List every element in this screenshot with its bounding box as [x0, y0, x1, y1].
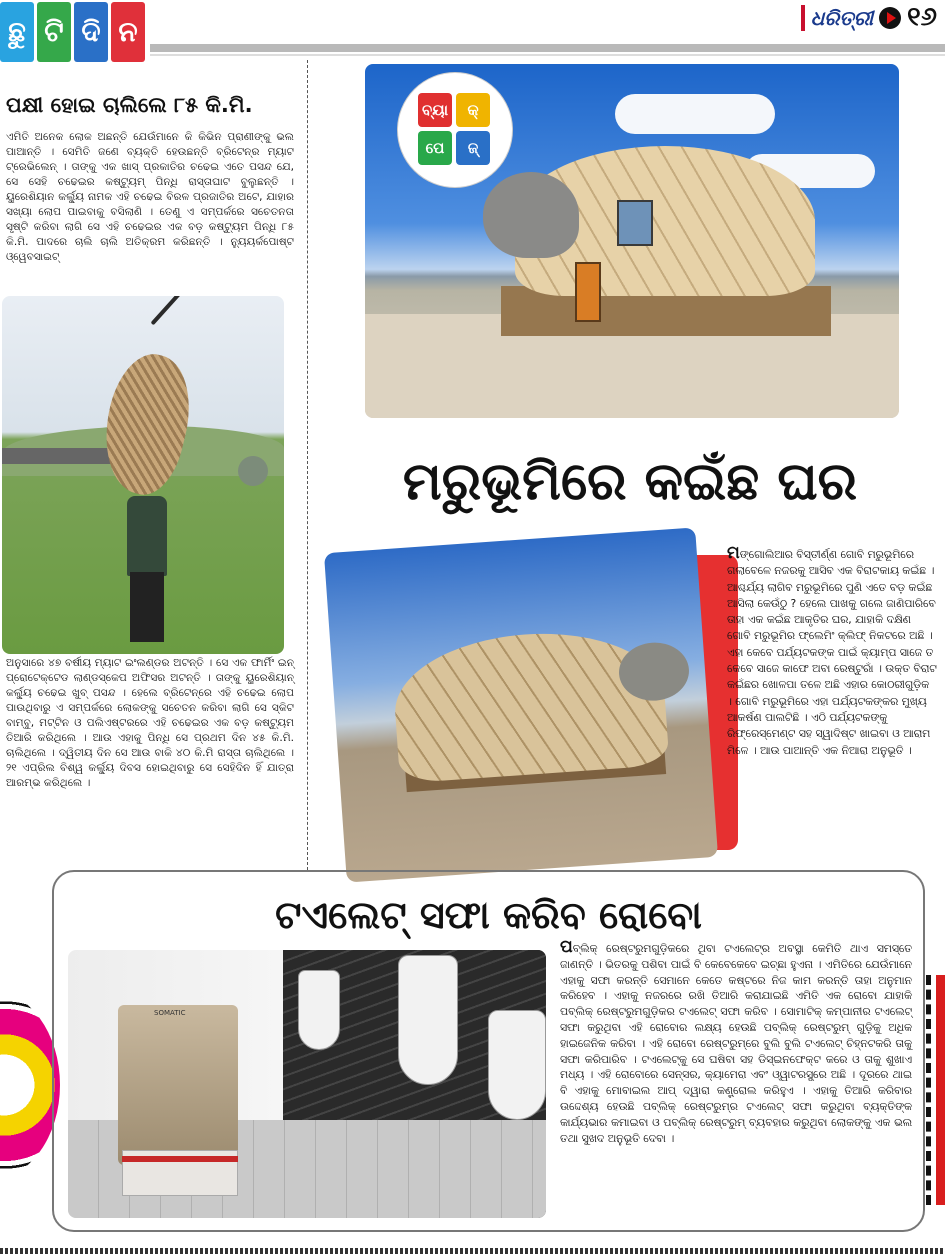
- feature-body: [727, 545, 937, 759]
- bird-story-paragraph-1: ଏମିତି ଅନେକ ଲୋକ ଅଛନ୍ତି ଯେଉଁମାନେ କି କିଭିନ ପ୍ରାଣୀଙ୍କୁ ଭଲ ପାଆନ୍ତି । ସେମିତି ଜଣେ ବ୍ୟକ୍ତି ହେଉଛନ୍ତି ବ୍ରିଟେନ୍‌ର ମ୍ୟାଟ ଟ୍ରେଭିଲେନ୍ । ତାଙ୍କୁ ଏକ ଖାସ୍ ପ୍ରକାତିର ଚଢେଇ ଏତେ ପସନ୍ଦ ଯେ, ସେ ସେହି ଚଢେଇର କଷ୍ଟ୍ୟୁମ୍ ପିନ୍ଧି ରାସ୍ତାଘାଟ ବୁଲୁଛନ୍ତି । ୟୁରେଶିୟାନ କର୍ଲ୍ୟୁ ନାମକ ଏହି ଚଢେଇ ବିରଳ ପ୍ରଜାତିର ଅଟେ, ଯାହାର ସଖ୍ୟା ଲୋପ ପାଇବାକୁ ବସିଲାଣି । ତେଣୁ ଏ ସମ୍ପର୍କରେ ସଚେତନତା ସୃଷ୍ଟି କରିବା ଲାଗି ସେ ଏହି ଚଢେଇର ଏକ ବଡ଼ କଷ୍ଟ୍ୟୁମ ପିନ୍ଧି ୮୫ କି.ମି. ପାଦରେ ଚାଲି ଚାଲି ଅତିକ୍ରମ କରିଛନ୍ତି । ନ୍ୟୁୟର୍କପୋଷ୍ଟ ଓ୍ୱେବସାଇଟ୍: [6, 131, 294, 263]
- turtle-shell-shape: [390, 625, 669, 783]
- brand-bar: [801, 5, 805, 31]
- person-legs-shape: [130, 572, 164, 642]
- stone-wall-shape: [2, 448, 122, 464]
- curlew-beak-shape: [151, 296, 194, 325]
- masthead: [0, 0, 945, 60]
- column-divider: [307, 60, 308, 870]
- urinal-shape: [488, 1010, 546, 1120]
- house-door-shape: [575, 262, 601, 322]
- turtle-head-shape: [483, 172, 579, 258]
- section-tile-1: ଛୁ: [0, 2, 34, 62]
- bird-story-paragraph-2: ଅନୁସାରେ ୪୭ ବର୍ଷୀୟ ମ୍ୟାଟ ଇଂଲଣ୍ଡର ଅଟନ୍ତି । ସେ ଏକ ଫାର୍ମିଂ ଇନ୍ ପ୍ରୋଟେକ୍ଟେଡ ଲାଣ୍ଡସ୍କେପ ଅଫିସର ଅଟନ୍ତି । ତାଙ୍କୁ ୟୁରେଶିୟାନ୍ କର୍ଲ୍ୟୁ ଚଢେଇ ଖୁବ୍ ପସନ୍ଦ । ହେଲେ ବ୍ରିଟେନ୍‌ରେ ଏହି ଚଢେଇ ଲୋପ ପାଉଥିବାରୁ ଏ ସମ୍ପର୍କରେ ଲୋକଙ୍କୁ ସଚେତନ କରିବା ଲାଗି ସେ ସ୍କିଟ ବାମ୍ବୁ, ମଟ୍ଟିନ ଓ ପଲିଏଷ୍ଟରରେ ଏହି ଚଢେଇର ଏକ ବଡ଼ କଷ୍ଟ୍ୟୁମ ତିଆରି କରିଥିଲେ । ଆଉ ଏହାକୁ ପିନ୍ଧି ସେ ପ୍ରଥମ ଦିନ ୪୫ କି.ମି. ଚାଲିଥିଲେ । ଦ୍ୱିତୀୟ ଦିନ ସେ ଆଉ ବାକି ୪୦ କି.ମି ରାସ୍ତା ଚାଲିଥିଲେ । ୨୧ ଏପ୍ରିଲ ବିଶ୍ୱ କର୍ଲ୍ୟୁ ଦିବସ ହୋଇଥିବାରୁ ସେ ସେହିଦିନ ହିଁ ଯାତ୍ରା ଆରମ୍ଭ କରିଥିଲେ ।: [6, 657, 294, 789]
- robot-red-stripe: [122, 1156, 238, 1162]
- badge-tile-1: ବ୍ୟା: [418, 93, 452, 127]
- curlew-costume-shape: [91, 346, 202, 501]
- bird-story-continued: [0, 656, 300, 791]
- bottom-rule: [0, 1248, 945, 1254]
- badge-tile-4: ଜ୍: [456, 131, 490, 165]
- section-tile-3: ଦି: [74, 2, 108, 62]
- house-window-shape: [617, 200, 653, 246]
- robot-story-title: ଟଏଲେଟ୍ ସଫା କରିବ ରୋବୋ: [275, 893, 702, 937]
- back-page-badge: [397, 72, 513, 188]
- decorative-edge-dots: [926, 975, 936, 1205]
- header-rule-thin: [150, 54, 945, 56]
- feature-body-text: ଙ୍ଗୋଲିଆର ବିସ୍ତୀର୍ଣ୍ଣ ଗୋବି ମରୁଭୂମିରେ ଗଲାବେଳେ ନଜରକୁ ଆସିବ ଏକ ବିରାଟକାୟ କଇଁଛ । ଆଶ୍ଚର୍ଯ୍ୟ ଲାଗିବ ମରୁଭୂମିରେ ପୁଣି ଏତେ ବଡ଼ କଇଁଛ ଆସିଲା କେଉଁଠୁ ? ହେଲେ ପାଖକୁ ଗଲେ ଜାଣିପାରିବେ ତାହା ଏକ କଇଁଛ ଆକୃତିର ଘର, ଯାହାକି ଦକ୍ଷିଣ ଗୋବି ମରୁଭୂମିର ଫ୍ଲେମିଂ କ୍ଲିଫ୍ ନିକଟରେ ଅଛି । ଏହା କେବେ ପର୍ଯ୍ୟଟକଙ୍କ ପାଇଁ କ୍ୟାମ୍ପ ସାଜେ ତ କେବେ ସାଜେ କାଫେ ଅବା ରେଷ୍ଟୁରାଁ । ଉକ୍ତ ବିରାଟ କଇଁଛର ଖୋଳପା ତଳେ ଅଛି ଏହାର କୋଠରୀଗୁଡ଼ିକ । ଗୋବି ମରୁଭୂମିରେ ଏହା ପର୍ଯ୍ୟଟକଙ୍କର ମୁଖ୍ୟ ଆକର୍ଷଣ ପାଲଟିଛି । ଏଠି ପର୍ଯ୍ୟଟକଙ୍କୁ ରିଫ୍ରେସ୍‌ମେଣ୍ଟ ସହ ସ୍ୱାଦିଷ୍ଟ ଖାଇବା ଓ ଆରାମ ମିଳେ । ଆଉ ପାଆନ୍ତି ଏକ ନିଆରା ଅନୁଭୂତି ।: [727, 548, 937, 757]
- brand-block: [801, 2, 937, 33]
- person-shape: [127, 496, 167, 576]
- bird-costume-photo: [2, 296, 284, 654]
- section-tile-4: ନ: [111, 2, 145, 62]
- feature-dropcap: ମ: [727, 543, 740, 563]
- bird-story: [0, 70, 300, 265]
- decorative-edge-red: [936, 975, 945, 1205]
- feature-title: ମରୁଭୂମିରେ କଇଁଛ ଘର: [402, 452, 858, 512]
- play-arrow-icon: [879, 7, 901, 29]
- robot-story-body: [560, 937, 912, 1146]
- header-rule: [150, 44, 945, 52]
- toilet-robot-photo: [68, 950, 546, 1218]
- cleaning-robot-shape: [118, 1005, 238, 1165]
- urinal-shape: [398, 955, 458, 1085]
- tree-shape: [238, 456, 268, 486]
- page-number: ୧୬: [907, 2, 937, 32]
- robot-brand-label: SOMATIC: [154, 1009, 186, 1017]
- badge-tile-3: ପେ: [418, 131, 452, 165]
- robot-dropcap: ପ: [560, 937, 573, 957]
- decorative-circle: [0, 990, 60, 1180]
- brand-logo: ଧରିତ୍ରୀ: [810, 5, 874, 30]
- badge-tile-2: କ୍: [456, 93, 490, 127]
- bird-story-headline: ପକ୍ଷୀ ହୋଇ ଚାଲିଲେ ୮୫ କି.ମି.: [6, 93, 253, 117]
- turtle-house-photo-side: [324, 527, 718, 882]
- cloud-shape: [615, 94, 775, 134]
- urinal-shape: [298, 970, 340, 1050]
- section-title-tiles: [0, 2, 145, 62]
- section-tile-2: ଟି: [37, 2, 71, 62]
- robot-body-text: ବ୍ଲିକ୍ ରେଷ୍ଟରୁମଗୁଡ଼ିକରେ ଥିବା ଟଏଲେଟ୍‌ର ଅବସ୍ଥା କେମିତି ଥାଏ ସମସ୍ତେ ଜାଣନ୍ତି । ଭିତରକୁ ପଶିବା ପାଇଁ ବି କେବେକେବେ ଇଚ୍ଛା ହୁଏନା । ଏମିତିରେ ଯେଉଁମାନେ ଏହାକୁ ସଫା କରନ୍ତି ସେମାନେ କେତେ କଷ୍ଟରେ ନିଜ କାମ କରନ୍ତି ତାହା ଅନୁମାନ କରିହେବ । ଏହାକୁ ନଜରରେ ରଖି ତିଆରି କରାଯାଇଛି ଏମିତି ଏକ ରୋବୋ ଯାହାକି ପବ୍ଲିକ୍ ରେଷ୍ଟରୁମଗୁଡ଼ିକର ଟଏଲେଟ୍ ସଫା କରିବ । ସୋମାଟିକ୍ କମ୍ପାନୀର ଟଏଲେଟ୍ ସଫା କରୁଥିବା ଏହି ରୋବୋର ଲକ୍ଷ୍ୟ ହେଉଛି ପବ୍ଲିକ୍ ରେଷ୍ଟରୁମ୍ ଗୁଡ଼ିକୁ ଅଧିକ ହାଇଜେନିକ କରିବା । ଏହି ରୋବୋ ରେଷ୍ଟରୁମ୍‌ରେ ବୁଲି ବୁଲି ଟଏଲେଟ୍ ଚିହ୍ନଟକରି ତାକୁ ସଫା କରିପାରିବ । ଟଏଲେଟ୍‌କୁ ସେ ଘଷିବା ସହ ଡିସ୍‌ଇନଫେକ୍ଟ କରେ ଓ ତାକୁ ଶୁଖାଏ ମଧ୍ୟ । ଏହି ରୋବୋରେ ସେନ୍ସର, କ୍ୟାମେରା ଏବଂ ଓ୍ୱାଟରସ୍ପ୍ରେ ଅଛି । ଦୂରରେ ଥାଇ ବି ଏହାକୁ ମୋବାଇଲ ଆପ୍ ଦ୍ୱାରା କଣ୍ଟ୍ରୋଲ କରିହୁଏ । ଏହାକୁ ତିଆରି କରିବାର ଉଦ୍ଦେଶ୍ୟ ହେଉଛି ପବ୍ଲିକ୍ ରେଷ୍ଟରୁମ୍‌ର ଟଏଲେଟ୍ ସଫା କରୁଥିବା ବ୍ୟକ୍ତିଙ୍କ କାର୍ଯ୍ୟଭାର କମାଇବା ଓ ପବ୍ଲିକ୍ ରେଷ୍ଟରୁମ୍ ବ୍ୟବହାର କରୁଥିବା ଲୋକଙ୍କୁ ଏକ ଭଲ ତଥା ସୁଖଦ ଅନୁଭୂତି ଦେବା ।: [560, 942, 912, 1145]
